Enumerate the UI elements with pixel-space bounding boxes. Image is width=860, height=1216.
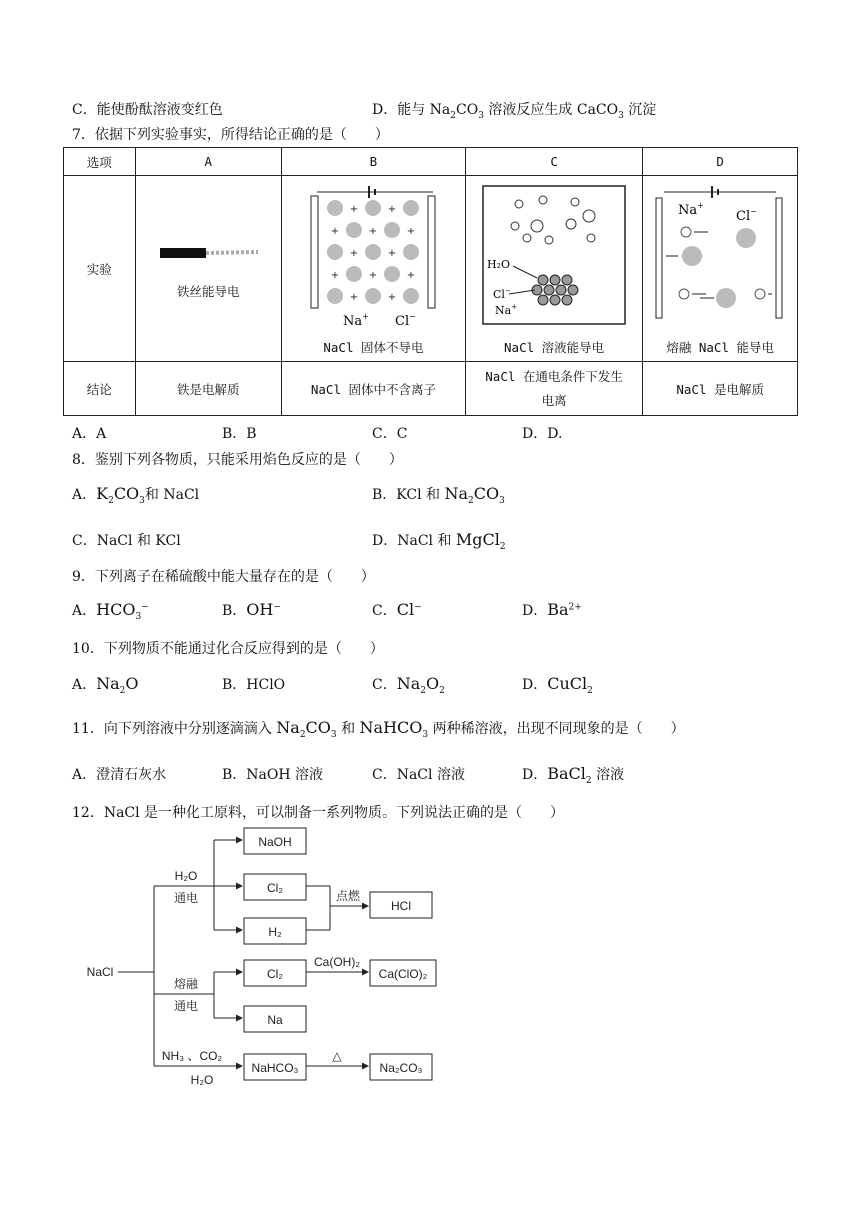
q9-option-d: D．$Ba^{2+}$ [522, 600, 582, 619]
svg-text:+: + [369, 269, 378, 281]
d-cl-label: Cl− [736, 206, 757, 224]
nacl-solid-figure [303, 182, 443, 330]
q11-option-c: C．NaCl 溶液 [372, 767, 465, 783]
branch3-label-h2o: H₂O [190, 1073, 214, 1087]
cell-experiment-b [281, 176, 465, 362]
q9-option-a: A．$HCO_3^-$ [72, 600, 149, 622]
q7-option-a: A．A [72, 426, 107, 442]
q9-stem: 9．下列离子在稀硫酸中能大量存在的是（ ） [72, 569, 375, 585]
svg-text:+: + [407, 225, 416, 237]
product-cl2-molten: Cl₂ [267, 967, 283, 981]
product-naoh: NaOH [258, 835, 292, 849]
q7-option-b: B．B [222, 426, 257, 442]
q10-option-c: C．$Na_2O_2$ [372, 674, 445, 696]
conclusion-c: NaCl 在通电条件下发生 电离 [465, 362, 642, 416]
na-label: Na+ [495, 302, 518, 317]
svg-text:+: + [331, 269, 340, 281]
svg-text:+: + [388, 247, 397, 259]
product-na2co3: Na₂CO₃ [379, 1061, 423, 1075]
caption-b: NaCl 固体不导电 [323, 339, 424, 355]
iron-wire-figure [148, 238, 268, 268]
row-label-experiment: 实验 [64, 176, 136, 362]
q6-option-c: C．能使酚酞溶液变红色 [72, 102, 223, 118]
q12-stem: 12．NaCl 是一种化工原料，可以制备一系列物质。下列说法正确的是（ ） [72, 805, 565, 821]
q9-option-c: C．Cl− [372, 600, 422, 619]
q10-option-d: D．CuCl$_2$ [522, 674, 593, 696]
svg-text:+: + [350, 203, 359, 215]
q11-option-a: A．澄清石灰水 [72, 767, 167, 783]
q7-stem: 7．依据下列实验事实，所得结论正确的是（ ） [72, 127, 389, 143]
product-cl2: Cl₂ [267, 881, 283, 895]
caption-d: 熔融 NaCl 能导电 [666, 339, 774, 355]
conclusion-d: NaCl 是电解质 [643, 362, 798, 416]
q7-option-c: C．C [372, 426, 408, 442]
q9-option-b: B．OH− [222, 600, 281, 619]
product-caclo2: Ca(ClO)₂ [378, 967, 428, 981]
branch2-label-molten: 熔融 [173, 977, 199, 991]
h2o-label: H₂O [487, 257, 511, 271]
svg-text:+: + [388, 291, 397, 303]
q10-option-a: A．$Na_2O$ [72, 674, 139, 696]
branch1-label-h2o: H₂O [174, 869, 198, 883]
heat-label: △ [332, 1049, 342, 1063]
caption-c: NaCl 溶液能导电 [504, 339, 605, 355]
caption-a: 铁丝能导电 [177, 283, 240, 299]
q11-option-d: D．BaCl$_2$ 溶液 [522, 764, 625, 786]
conclusion-b: NaCl 固体中不含离子 [281, 362, 465, 416]
svg-text:+: + [388, 203, 397, 215]
header-a: A [135, 148, 281, 176]
branch2-label-electrolysis: 通电 [173, 999, 199, 1013]
product-na: Na [267, 1013, 283, 1027]
cl-label: Cl− [493, 286, 511, 301]
header-option: 选项 [64, 148, 136, 176]
d-na-label: Na+ [678, 200, 704, 218]
nacl-flow-diagram [80, 820, 460, 1092]
q6-option-d: D．能与 $Na_2CO_3$ 溶液反应生成 CaCO$_3$ 沉淀 [372, 102, 657, 121]
branch3-label-nh3-co2: NH₃ 、CO₂ [161, 1049, 223, 1063]
molten-nacl-figure [650, 182, 790, 330]
row-label-conclusion: 结论 [64, 362, 136, 416]
ignite-label: 点燃 [335, 889, 361, 903]
header-d: D [643, 148, 798, 176]
header-c: C [465, 148, 642, 176]
caoh2-label: Ca(OH)₂ [314, 955, 360, 969]
conclusion-a: 铁是电解质 [135, 362, 281, 416]
product-hcl: HCl [391, 899, 411, 913]
svg-text:+: + [350, 247, 359, 259]
q10-option-b: B．HClO [222, 677, 286, 693]
branch1-label-electrolysis: 通电 [173, 891, 199, 905]
product-h2: H₂ [268, 925, 282, 939]
svg-text:+: + [369, 225, 378, 237]
experiment-table [63, 147, 798, 416]
q7-option-d: D．D. [522, 426, 563, 442]
q8-option-b: B．KCl 和 $Na_2CO_3$ [372, 484, 505, 506]
header-b: B [281, 148, 465, 176]
svg-text:+: + [407, 269, 416, 281]
q8-option-a: A．$K_2CO_3$和 NaCl [72, 484, 200, 506]
cell-experiment-c [465, 176, 642, 362]
q8-option-d: D．NaCl 和 MgCl$_2$ [372, 530, 506, 552]
cell-experiment-a [135, 176, 281, 362]
q8-stem: 8．鉴别下列各物质，只能采用焰色反应的是（ ） [72, 452, 403, 468]
svg-text:+: + [331, 225, 340, 237]
na-ion-label: Na+ [343, 311, 370, 329]
cl-ion-label: Cl− [395, 311, 417, 329]
cell-experiment-d [643, 176, 798, 362]
q11-option-b: B．NaOH 溶液 [222, 767, 324, 783]
product-nahco3: NaHCO₃ [251, 1061, 299, 1075]
flow-source-nacl: NaCl [86, 965, 114, 979]
svg-text:+: + [350, 291, 359, 303]
q8-option-c: C．NaCl 和 KCl [72, 533, 181, 549]
nacl-solution-figure [479, 182, 629, 330]
q10-stem: 10．下列物质不能通过化合反应得到的是（ ） [72, 641, 384, 657]
q11-stem: 11．向下列溶液中分别逐滴滴入 $Na_2CO_3$ 和 NaHCO$_3$ 两种稀溶液，出现不同现象的是（ ） [72, 718, 685, 740]
